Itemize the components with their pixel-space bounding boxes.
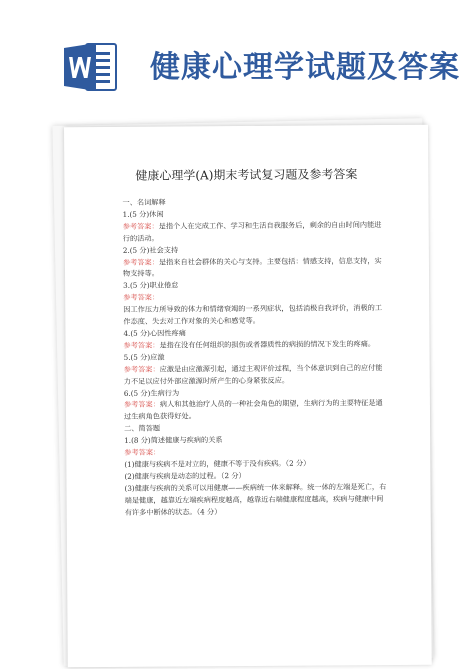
- section-heading-short-answer: 二、简答题: [124, 423, 161, 434]
- document-page: [64, 125, 432, 668]
- document-title: 健康心理学(A)期末考试复习题及参考答案: [135, 167, 358, 183]
- question-1: 1.(5 分)休闲: [122, 209, 164, 219]
- answer-label: 参考答案：: [123, 292, 160, 303]
- answer-7-point-2: (2)健康与疾病是动态的过程。（2 分）: [124, 470, 246, 481]
- answer-5: [124, 362, 388, 388]
- answer-2: [123, 255, 387, 281]
- answer-label: 参考答案：: [124, 447, 161, 457]
- answer-label: 参考答案：: [123, 340, 160, 350]
- answer-label: 参考答案：: [122, 257, 159, 267]
- question-5: 5.(5 分)应激: [123, 352, 165, 362]
- answer-4: [123, 338, 387, 352]
- word-document-icon: [62, 38, 120, 96]
- document-content: [122, 195, 388, 518]
- answer-1: [123, 219, 387, 245]
- question-3: 3.(5 分)职业倦怠: [123, 280, 179, 291]
- answer-label: 参考答案：: [122, 221, 159, 231]
- section-heading-terms: 一、名词解释: [122, 197, 166, 207]
- banner-title: 健康心理学试题及答案: [150, 50, 460, 85]
- answer-text: 应激是由应激源引起，通过主观评价过程，当个体意识到自己的应付能力不足以应付外部应激源时所产生的心身紧张反应。: [123, 362, 383, 386]
- answer-7-point-1: (1)健康与疾病不是对立的，健康不等于没有疾病。（2 分）: [124, 458, 311, 469]
- question-2: 2.(5 分)社会支持: [122, 245, 179, 255]
- question-6: 6.(5 分)生病行为: [123, 387, 180, 398]
- question-4: 4.(5 分)心因性疼痛: [123, 328, 186, 338]
- answer-text: 是指个人在完成工作、学习和生活自我服务后，剩余的自由时间内能进行的活动。: [122, 219, 382, 243]
- answer-3-text: 因工作压力所导致的体力和情绪衰竭的一系列症状，包括消极自我评价，消极的工作态度、失去对工作对象的关心和感觉等。: [123, 303, 383, 326]
- banner: [0, 0, 474, 110]
- question-7: 1.(8 分)简述健康与疾病的关系: [124, 435, 223, 445]
- answer-label: 参考答案：: [123, 364, 160, 374]
- answer-text: 是指在没有任何组织的损伤或者器质性的病损的情况下发生的疼痛。: [159, 338, 376, 350]
- answer-label: 参考答案：: [123, 400, 160, 410]
- answer-text: 病人和其他治疗人员的一种社会角色的期望，生病行为的主要特征是通过生病角色获得好处。: [123, 398, 383, 422]
- answer-text: 是指来自社会群体的关心与支持。主要包括：情感支持，信息支持，实物支持等。: [122, 255, 382, 279]
- answer-6: [124, 397, 388, 423]
- answer-7-point-3: (3)健康与疾病的关系可以用健康——疾病统一体来解释。统一体的左端是死亡，右端是健康，越靠近左端疾病程度越高，越靠近右端健康程度越高，疾病与健康中间有许多中断体的状态。（4 分）: [124, 481, 387, 517]
